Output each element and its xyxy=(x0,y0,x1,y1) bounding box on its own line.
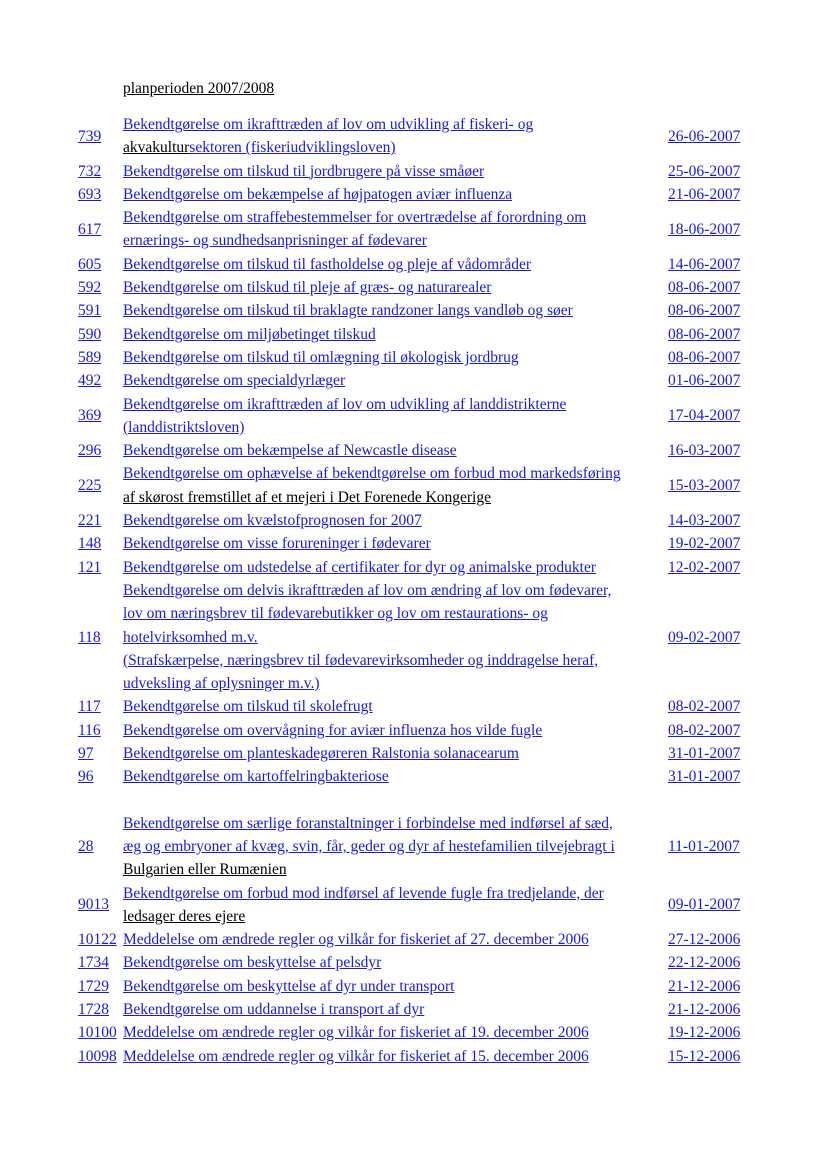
regulation-date-link[interactable]: 25-06-2007 xyxy=(668,162,741,180)
title-line xyxy=(123,905,668,928)
regulation-title-link[interactable]: Meddelelse om ændrede regler og vilkår for fiskeriet af 15. december 2006 xyxy=(123,1047,589,1065)
regulation-title-link[interactable]: Bekendtgørelse om kartoffelringbakteriose xyxy=(123,768,389,786)
regulation-date-cell xyxy=(668,975,750,998)
regulation-date-cell xyxy=(668,765,750,788)
table-row xyxy=(76,951,750,974)
title-line xyxy=(123,626,668,649)
regulation-title-link[interactable]: udveksling af oplysninger m.v.) xyxy=(123,675,320,693)
regulation-title-link[interactable]: Bekendtgørelse om visse forureninger i fødevarer xyxy=(123,535,431,553)
regulation-title-cell xyxy=(123,1021,668,1044)
regulation-date-cell xyxy=(668,998,750,1021)
regulation-title-link[interactable]: Bekendtgørelse om planteskadegøreren Ralstonia solanacearum xyxy=(123,745,519,763)
title-line xyxy=(123,206,668,229)
regulation-title-cell xyxy=(123,812,668,882)
regulation-number-cell xyxy=(76,975,123,998)
regulation-title-cell xyxy=(123,509,668,532)
regulation-title-cell xyxy=(123,113,668,160)
regulation-number-link[interactable]: 1729 xyxy=(78,977,109,995)
regulation-title-cell xyxy=(123,1045,668,1068)
title-line xyxy=(123,276,668,299)
regulation-number-link[interactable]: 121 xyxy=(78,558,102,576)
regulation-title-cell xyxy=(123,695,668,718)
table-row xyxy=(76,206,750,253)
title-line xyxy=(123,532,668,555)
regulation-number-link[interactable]: 492 xyxy=(78,372,102,390)
regulation-number-link[interactable]: 590 xyxy=(78,325,102,343)
table-row xyxy=(76,742,750,765)
regulation-date-cell xyxy=(668,928,750,951)
regulation-date-cell xyxy=(668,160,750,183)
regulation-date-link[interactable]: 11-01-2007 xyxy=(668,837,740,855)
regulation-number-cell xyxy=(76,951,123,974)
regulation-number-link[interactable]: 148 xyxy=(78,535,102,553)
table-row xyxy=(76,556,750,579)
regulation-date-cell xyxy=(668,742,750,765)
title-line xyxy=(123,183,668,206)
regulation-title-link[interactable]: Meddelelse om ændrede regler og vilkår for fiskeriet af 19. december 2006 xyxy=(123,1024,589,1042)
table-row xyxy=(76,1045,750,1068)
regulation-title-cell xyxy=(123,299,668,322)
table-row xyxy=(76,765,750,788)
regulation-title-cell xyxy=(123,882,668,929)
regulation-date-cell xyxy=(668,346,750,369)
title-line xyxy=(123,509,668,532)
regulation-title-cell xyxy=(123,928,668,951)
title-line xyxy=(123,672,668,695)
regulation-title-link[interactable]: Bekendtgørelse om beskyttelse af dyr under transport xyxy=(123,977,455,995)
regulation-number-link[interactable]: 296 xyxy=(78,442,102,460)
regulation-date-link[interactable]: 08-02-2007 xyxy=(668,721,741,739)
title-line xyxy=(123,486,668,509)
regulation-number-cell xyxy=(76,206,123,253)
regulation-number-cell xyxy=(76,1021,123,1044)
regulation-list xyxy=(76,113,750,1068)
table-row xyxy=(76,183,750,206)
title-line xyxy=(123,1021,668,1044)
regulation-number-cell xyxy=(76,695,123,718)
table-row xyxy=(76,253,750,276)
regulation-date-cell xyxy=(668,206,750,253)
table-row xyxy=(76,509,750,532)
regulation-title-cell xyxy=(123,719,668,742)
regulation-number-link[interactable]: 117 xyxy=(78,698,101,716)
regulation-date-link[interactable]: 15-12-2006 xyxy=(668,1047,741,1065)
title-line xyxy=(123,462,668,485)
regulation-number-link[interactable]: 617 xyxy=(78,220,102,238)
regulation-date-link[interactable]: 15-03-2007 xyxy=(668,477,741,495)
regulation-title-link[interactable]: sektoren (fiskeriudviklingsloven) xyxy=(189,139,396,157)
regulation-number-cell xyxy=(76,532,123,555)
regulation-number-cell xyxy=(76,393,123,440)
title-line xyxy=(123,928,668,951)
regulation-number-cell xyxy=(76,183,123,206)
regulation-number-cell xyxy=(76,719,123,742)
regulation-date-cell xyxy=(668,509,750,532)
regulation-number-link[interactable]: 10100 xyxy=(78,1024,117,1042)
title-line xyxy=(123,229,668,252)
regulation-title-link[interactable]: Bekendtgørelse om specialdyrlæger xyxy=(123,372,346,390)
regulation-title-cell xyxy=(123,160,668,183)
regulation-number-link[interactable]: 221 xyxy=(78,512,102,530)
regulation-title-link[interactable]: Bekendtgørelse om tilskud til skolefrugt xyxy=(123,698,373,716)
regulation-date-link[interactable]: 08-02-2007 xyxy=(668,698,741,716)
regulation-date-link[interactable]: 22-12-2006 xyxy=(668,954,741,972)
regulation-number-cell xyxy=(76,928,123,951)
regulation-date-link[interactable]: 16-03-2007 xyxy=(668,442,741,460)
regulation-title-cell xyxy=(123,346,668,369)
regulation-title-link[interactable]: Bekendtgørelse om bekæmpelse af Newcastle disease xyxy=(123,442,457,460)
title-line xyxy=(123,113,668,136)
table-row xyxy=(76,113,750,160)
regulation-number-link[interactable]: 96 xyxy=(78,768,94,786)
regulation-date-link[interactable]: 21-06-2007 xyxy=(668,185,741,203)
regulation-title-cell xyxy=(123,393,668,440)
spacer-row xyxy=(76,789,750,812)
regulation-title-link[interactable]: Bekendtgørelse om miljøbetinget tilskud xyxy=(123,325,376,343)
regulation-date-link[interactable]: 26-06-2007 xyxy=(668,127,741,145)
regulation-title-text: ledsager deres ejere xyxy=(123,907,246,925)
regulation-title-link[interactable]: Bekendtgørelse om uddannelse i transport af dyr xyxy=(123,1000,425,1018)
regulation-date-cell xyxy=(668,812,750,882)
table-row xyxy=(76,579,750,695)
regulation-date-cell xyxy=(668,393,750,440)
regulation-date-link[interactable]: 19-02-2007 xyxy=(668,535,741,553)
title-line xyxy=(123,742,668,765)
regulation-title-link[interactable]: Bekendtgørelse om udstedelse af certifikater for dyr og animalske produkter xyxy=(123,558,597,576)
regulation-number-cell xyxy=(76,369,123,392)
regulation-title-link[interactable]: hotelvirksomhed m.v. xyxy=(123,628,258,646)
regulation-number-cell xyxy=(76,323,123,346)
regulation-title-cell xyxy=(123,975,668,998)
regulation-title-cell xyxy=(123,183,668,206)
title-line xyxy=(123,812,668,835)
table-row xyxy=(76,1021,750,1044)
regulation-title-link[interactable]: Bekendtgørelse om særlige foranstaltninger i forbindelse med indførsel af sæd, xyxy=(123,814,613,832)
table-row xyxy=(76,812,750,882)
title-line xyxy=(123,439,668,462)
regulation-title-cell xyxy=(123,556,668,579)
regulation-number-cell xyxy=(76,509,123,532)
regulation-title-cell xyxy=(123,253,668,276)
title-line xyxy=(123,998,668,1021)
regulation-number-cell xyxy=(76,299,123,322)
regulation-title-text: akvakultur xyxy=(123,139,190,157)
title-line xyxy=(123,649,668,672)
regulation-number-link[interactable]: 28 xyxy=(78,837,94,855)
regulation-number-link[interactable]: 9013 xyxy=(78,896,109,914)
title-line xyxy=(123,719,668,742)
regulation-date-cell xyxy=(668,462,750,509)
regulation-number-link[interactable]: 369 xyxy=(78,407,102,425)
title-line xyxy=(123,602,668,625)
regulation-number-cell xyxy=(76,998,123,1021)
regulation-date-cell xyxy=(668,882,750,929)
regulation-date-cell xyxy=(668,299,750,322)
table-row xyxy=(76,975,750,998)
title-line xyxy=(123,136,668,159)
regulation-list-body xyxy=(76,113,750,1068)
regulation-number-cell xyxy=(76,579,123,695)
table-row xyxy=(76,369,750,392)
title-line xyxy=(123,951,668,974)
regulation-title-link[interactable]: Bekendtgørelse om ikrafttræden af lov om udvikling af fiskeri- og xyxy=(123,116,534,133)
table-row xyxy=(76,719,750,742)
title-line xyxy=(123,882,668,905)
regulation-date-link[interactable]: 17-04-2007 xyxy=(668,407,741,425)
table-row xyxy=(76,998,750,1021)
regulation-date-link[interactable]: 31-01-2007 xyxy=(668,745,741,763)
regulation-date-link[interactable]: 18-06-2007 xyxy=(668,220,741,238)
title-line xyxy=(123,765,668,788)
regulation-number-link[interactable]: 693 xyxy=(78,185,102,203)
regulation-title-cell xyxy=(123,206,668,253)
table-row xyxy=(76,160,750,183)
regulation-title-link[interactable]: Bekendtgørelse om ikrafttræden af lov om udvikling af landdistrikterne xyxy=(123,395,567,413)
regulation-number-link[interactable]: 591 xyxy=(78,302,102,320)
regulation-date-link[interactable]: 08-06-2007 xyxy=(668,302,741,320)
regulation-date-link[interactable]: 14-03-2007 xyxy=(668,512,741,530)
regulation-title-link[interactable]: Bekendtgørelse om ophævelse af bekendtgørelse om forbud mod markedsføring xyxy=(123,465,621,483)
regulation-number-link[interactable]: 10098 xyxy=(78,1047,117,1065)
regulation-title-cell xyxy=(123,579,668,695)
regulation-date-cell xyxy=(668,113,750,160)
regulation-title-cell xyxy=(123,439,668,462)
table-row xyxy=(76,462,750,509)
regulation-number-link[interactable]: 739 xyxy=(78,127,102,145)
regulation-title-cell xyxy=(123,998,668,1021)
table-row xyxy=(76,882,750,929)
regulation-number-cell xyxy=(76,742,123,765)
regulation-number-link[interactable]: 732 xyxy=(78,162,102,180)
regulation-number-cell xyxy=(76,253,123,276)
regulation-title-link[interactable]: Bekendtgørelse om delvis ikrafttræden af lov om ændring af lov om fødevarer, xyxy=(123,581,612,599)
table-row xyxy=(76,276,750,299)
regulation-date-cell xyxy=(668,369,750,392)
title-line xyxy=(123,556,668,579)
title-line xyxy=(123,835,668,858)
regulation-number-link[interactable]: 97 xyxy=(78,745,94,763)
regulation-number-link[interactable]: 116 xyxy=(78,721,101,739)
regulation-date-link[interactable]: 08-06-2007 xyxy=(668,325,741,343)
title-line xyxy=(123,323,668,346)
table-row xyxy=(76,299,750,322)
regulation-date-link[interactable]: 21-12-2006 xyxy=(668,977,741,995)
regulation-number-link[interactable]: 1734 xyxy=(78,954,109,972)
regulation-date-cell xyxy=(668,556,750,579)
regulation-date-cell xyxy=(668,276,750,299)
regulation-date-cell xyxy=(668,323,750,346)
title-line xyxy=(123,975,668,998)
regulation-title-link[interactable]: (landdistriktsloven) xyxy=(123,418,245,436)
regulation-title-link[interactable]: Bekendtgørelse om tilskud til omlægning til økologisk jordbrug xyxy=(123,348,519,366)
regulation-title-link[interactable]: æg og embryoner af kvæg, svin, får, geder og dyr af hestefamilien tilvejebragt i xyxy=(123,837,615,855)
regulation-title-cell xyxy=(123,742,668,765)
regulation-date-cell xyxy=(668,1021,750,1044)
table-row xyxy=(76,928,750,951)
regulation-title-cell xyxy=(123,462,668,509)
title-line xyxy=(123,369,668,392)
section-heading: planperioden 2007/2008 xyxy=(123,80,275,97)
regulation-date-link[interactable]: 31-01-2007 xyxy=(668,768,741,786)
regulation-date-cell xyxy=(668,439,750,462)
title-line xyxy=(123,299,668,322)
title-line xyxy=(123,858,668,881)
regulation-date-link[interactable]: 09-01-2007 xyxy=(668,896,741,914)
regulation-title-link[interactable]: lov om næringsbrev til fødevarebutikker og lov om restaurations- og xyxy=(123,605,548,623)
regulation-number-cell xyxy=(76,276,123,299)
regulation-date-cell xyxy=(668,253,750,276)
regulation-title-link[interactable]: Bekendtgørelse om tilskud til fastholdelse og pleje af vådområder xyxy=(123,255,532,273)
table-row xyxy=(76,393,750,440)
title-line xyxy=(123,695,668,718)
regulation-number-link[interactable]: 118 xyxy=(78,628,101,646)
regulation-date-cell xyxy=(668,1045,750,1068)
regulation-title-link[interactable]: Meddelelse om ændrede regler og vilkår for fiskeriet af 27. december 2006 xyxy=(123,931,589,949)
regulation-date-link[interactable]: 09-02-2007 xyxy=(668,628,741,646)
title-line xyxy=(123,416,668,439)
regulation-date-link[interactable]: 08-06-2007 xyxy=(668,279,741,297)
regulation-number-cell xyxy=(76,556,123,579)
regulation-title-cell xyxy=(123,765,668,788)
regulation-date-link[interactable]: 27-12-2006 xyxy=(668,931,741,949)
regulation-number-cell xyxy=(76,882,123,929)
regulation-number-cell xyxy=(76,1045,123,1068)
regulation-title-text: af skørost fremstillet af et mejeri i Det Forenede Kongerige xyxy=(123,488,491,506)
regulation-title-text: Bulgarien eller Rumænien xyxy=(123,861,287,879)
regulation-number-cell xyxy=(76,462,123,509)
regulation-number-cell xyxy=(76,160,123,183)
regulation-date-link[interactable]: 01-06-2007 xyxy=(668,372,741,390)
regulation-number-cell xyxy=(76,346,123,369)
regulation-date-link[interactable]: 08-06-2007 xyxy=(668,348,741,366)
table-row xyxy=(76,346,750,369)
regulation-number-link[interactable]: 592 xyxy=(78,279,102,297)
regulation-date-link[interactable]: 21-12-2006 xyxy=(668,1000,741,1018)
regulation-date-cell xyxy=(668,183,750,206)
regulation-title-link[interactable]: Bekendtgørelse om beskyttelse af pelsdyr xyxy=(123,954,382,972)
regulation-date-cell xyxy=(668,532,750,555)
regulation-title-link[interactable]: Bekendtgørelse om straffebestemmelser for overtrædelse af forordning om xyxy=(123,209,587,227)
regulation-title-link[interactable]: Bekendtgørelse om tilskud til pleje af græs- og naturarealer xyxy=(123,279,492,297)
regulation-title-cell xyxy=(123,532,668,555)
regulation-date-cell xyxy=(668,951,750,974)
regulation-number-link[interactable]: 589 xyxy=(78,348,102,366)
regulation-title-link[interactable]: Bekendtgørelse om forbud mod indførsel af levende fugle fra tredjelande, der xyxy=(123,884,604,902)
regulation-title-cell xyxy=(123,276,668,299)
regulation-number-link[interactable]: 10122 xyxy=(78,931,117,949)
regulation-date-link[interactable]: 14-06-2007 xyxy=(668,255,741,273)
regulation-number-cell xyxy=(76,765,123,788)
title-line xyxy=(123,253,668,276)
title-line xyxy=(123,1045,668,1068)
title-line xyxy=(123,579,668,602)
regulation-number-link[interactable]: 605 xyxy=(78,255,102,273)
regulation-number-link[interactable]: 1728 xyxy=(78,1000,109,1018)
regulation-title-link[interactable]: ernærings- og sundhedsanprisninger af fødevarer xyxy=(123,232,427,250)
regulation-number-cell xyxy=(76,812,123,882)
table-row xyxy=(76,439,750,462)
regulation-number-cell xyxy=(76,113,123,160)
regulation-date-cell xyxy=(668,579,750,695)
regulation-date-link[interactable]: 12-02-2007 xyxy=(668,558,741,576)
table-row xyxy=(76,695,750,718)
regulation-number-cell xyxy=(76,439,123,462)
title-line xyxy=(123,393,668,416)
regulation-title-link[interactable]: Bekendtgørelse om overvågning for aviær influenza hos vilde fugle xyxy=(123,721,543,739)
table-row xyxy=(76,323,750,346)
regulation-title-link[interactable]: Bekendtgørelse om kvælstofprognosen for 2007 xyxy=(123,512,422,530)
regulation-date-cell xyxy=(668,695,750,718)
regulation-title-cell xyxy=(123,369,668,392)
regulation-number-link[interactable]: 225 xyxy=(78,477,102,495)
regulation-title-link[interactable]: Bekendtgørelse om tilskud til braklagte randzoner langs vandløb og søer xyxy=(123,302,573,320)
table-row xyxy=(76,532,750,555)
regulation-title-link[interactable]: (Strafskærpelse, næringsbrev til fødevarevirksomheder og inddragelse heraf, xyxy=(123,651,599,669)
title-line xyxy=(123,160,668,183)
regulation-title-cell xyxy=(123,951,668,974)
regulation-date-cell xyxy=(668,719,750,742)
regulation-title-link[interactable]: Bekendtgørelse om bekæmpelse af højpatogen aviær influenza xyxy=(123,185,513,203)
regulation-date-link[interactable]: 19-12-2006 xyxy=(668,1024,741,1042)
regulation-title-link[interactable]: Bekendtgørelse om tilskud til jordbrugere på visse småøer xyxy=(123,162,485,180)
title-line xyxy=(123,346,668,369)
regulation-title-cell xyxy=(123,323,668,346)
